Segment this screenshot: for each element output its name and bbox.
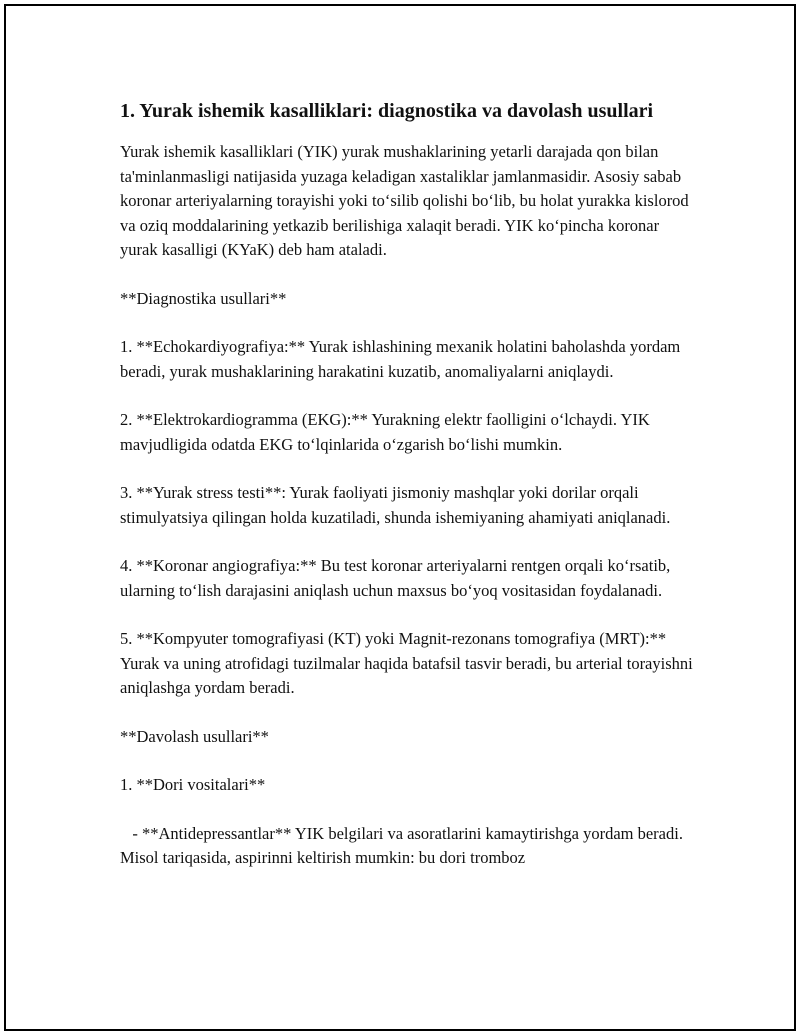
document-body [120, 96, 700, 895]
intro-paragraph: Yurak ishemik kasalliklari (YIK) yurak mushaklarining yetarli darajada qon bilan ta'minlanmasligi natijasida yuzaga keladigan xastaliklar jamlanmasidir. Asosiy sabab koronar arteriyalarning torayishi yoki to‘silib qolishi bo‘lib, bu holat yurakka kislorod va oziq moddalarining yetkazib berilishiga xalaqit beradi. YIK ko‘pincha koronar yurak kasalligi (KYaK) deb ham ataladi. [120, 142, 693, 259]
treatment-item-medications: 1. **Dori vositalari** [120, 775, 266, 794]
treatment-subitem-antidepressants: - **Antidepressantlar** YIK belgilari va asoratlarini kamaytirishga yordam beradi. Misol tariqasida, aspirinni keltirish mumkin: bu dori tromboz [120, 823, 688, 867]
diagnostics-item-stress-test: 3. **Yurak stress testi**: Yurak faoliyati jismoniy mashqlar yoki dorilar orqali stimulyatsiya qilingan holda kuzatiladi, shunda ishemiyaning ahamiyati aniqlanadi. [120, 483, 671, 527]
document-title: 1. Yurak ishemik kasalliklari: diagnostika va davolash usullari [120, 100, 654, 122]
diagnostics-item-ct-mri: 5. **Kompyuter tomografiyasi (KT) yoki Magnit-rezonans tomografiya (MRT):** Yurak va uning atrofidagi tuzilmalar haqida batafsil tasvir beradi, bu arterial torayishni aniqlashga yordam beradi. [120, 629, 697, 697]
diagnostics-item-angiography: 4. **Koronar angiografiya:** Bu test koronar arteriyalarni rentgen orqali ko‘rsatib, ularning to‘lish darajasini aniqlash uchun maxsus bo‘yoq vositasidan foydalanadi. [120, 556, 675, 600]
treatment-heading: **Davolash usullari** [120, 726, 269, 746]
diagnostics-item-ecg: 2. **Elektrokardiogramma (EKG):** Yurakning elektr faolligini o‘lchaydi. YIK mavjudligida odatda EKG to‘lqinlarida o‘zgarish bo‘lishi mumkin. [120, 410, 654, 454]
document-page [4, 4, 796, 1031]
diagnostics-heading: **Diagnostika usullari** [120, 288, 287, 308]
diagnostics-item-echocardiography: 1. **Echokardiyografiya:** Yurak ishlashining mexanik holatini baholashda yordam beradi, yurak mushaklarining harakatini kuzatib, anomaliyalarni aniqlaydi. [120, 337, 685, 381]
